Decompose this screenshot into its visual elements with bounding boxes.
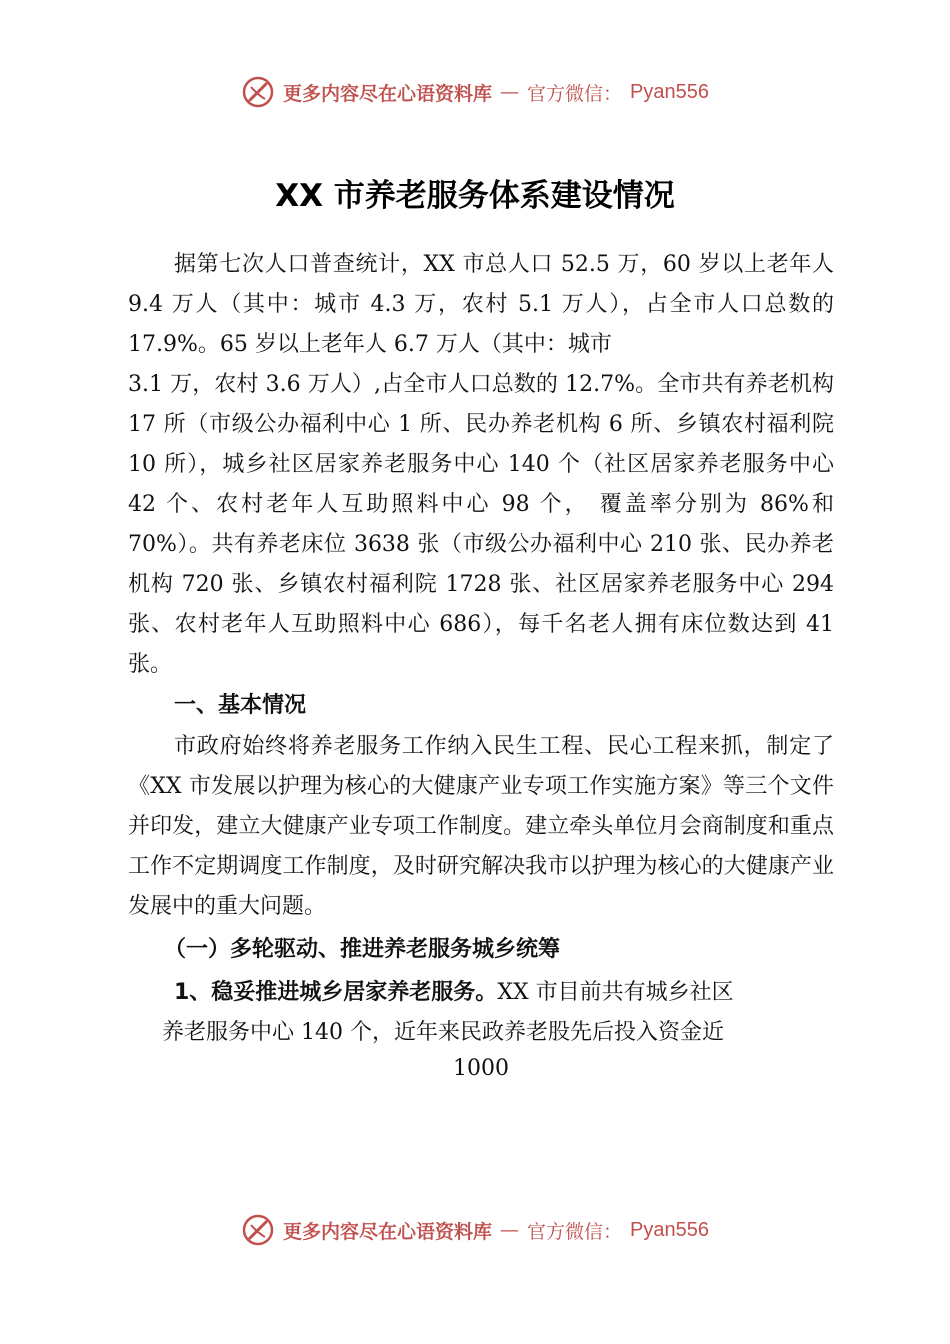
item-lead: 1、稳妥推进城乡居家养老服务。 bbox=[174, 980, 498, 1005]
intro-paragraph-continued: 3.1 万，农村 3.6 万人）,占全市人口总数的 12.7%。全市共有养老机构 17 所（市级公办福利中心 1 所、民办养老机构 6 所、乡镇农村福利院 10 所），城乡社区居家养老服务中心 140 个（社区居家养老服务中心 42 个、农村老年人互助照料中心 98 个， 覆盖率分别为 86%和 70%）。共有养老床位 3638 张（市级公办福利中心 210 张、民办养老机构 720 张、乡镇农村福利院 1728 张、社区居家养老服务中心 294 张、农村老年人互助照料中心 686），每千名老人拥有床位数达到 41 张。 bbox=[128, 372, 834, 677]
banner-separator: — bbox=[500, 81, 520, 103]
banner-wechat-id: Pyan556 bbox=[630, 1218, 709, 1241]
banner-text: 更多内容尽在心语资料库 bbox=[283, 1220, 493, 1243]
header-watermark-banner bbox=[0, 72, 950, 112]
banner-separator: — bbox=[500, 1219, 520, 1241]
banner-label: 官方微信： bbox=[527, 82, 623, 105]
banner-label: 官方微信： bbox=[527, 1220, 623, 1243]
item-text-line1: XX 市目前共有城乡社区 bbox=[497, 980, 734, 1005]
section-paragraph: 市政府始终将养老服务工作纳入民生工程、民心工程来抓，制定了《XX 市发展以护理为核心的大健康产业专项工作实施方案》等三个文件并印发，建立大健康产业专项工作制度。建立牵头单位月会商制度和重点工作不定期调度工作制度，及时研究解决我市以护理为核心的大健康产业发展中的重大问题。 bbox=[128, 734, 834, 919]
pen-logo-icon bbox=[241, 75, 275, 109]
item-text-line3: 1000 bbox=[453, 1056, 509, 1081]
document-body bbox=[128, 245, 834, 1085]
subsection-heading: （一）多轮驱动、推进养老服务城乡统筹 bbox=[164, 937, 561, 962]
banner-wechat-id: Pyan556 bbox=[630, 80, 709, 103]
footer-watermark-banner bbox=[0, 1210, 950, 1250]
item-text-line2: 养老服务中心 140 个，近年来民政养老股先后投入资金近 bbox=[162, 1020, 724, 1045]
list-item bbox=[128, 973, 834, 1085]
intro-paragraph: 据第七次人口普查统计，XX 市总人口 52.5 万，60 岁以上老年人 9.4 万人（其中：城市 4.3 万，农村 5.1 万人），占全市人口总数的 17.9%。65 岁以上老年人 6.7 万人（其中：城市 bbox=[128, 252, 834, 357]
document-title: XX 市养老服务体系建设情况 bbox=[275, 178, 675, 214]
banner-text: 更多内容尽在心语资料库 bbox=[283, 82, 493, 105]
section-heading-basic: 一、基本情况 bbox=[174, 693, 307, 718]
pen-logo-icon bbox=[241, 1213, 275, 1247]
